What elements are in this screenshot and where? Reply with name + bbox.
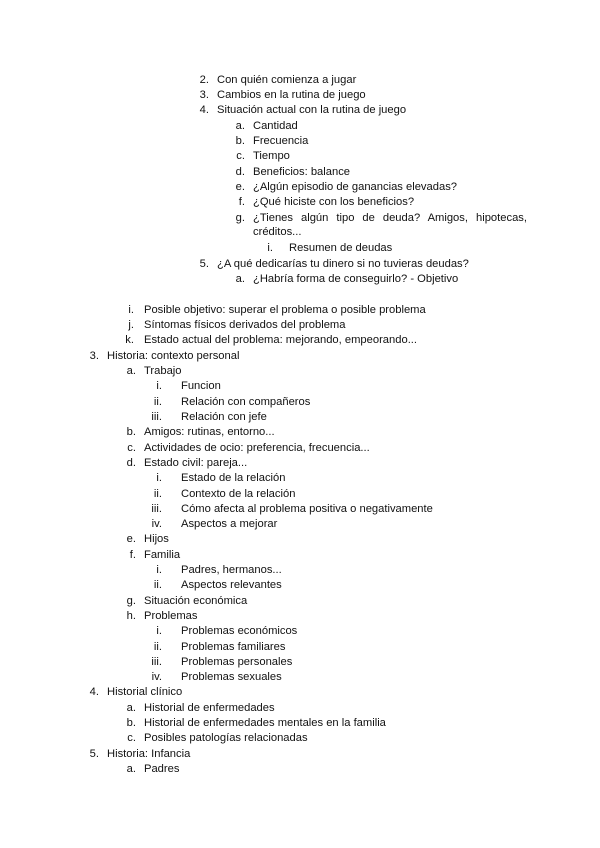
list-marker: b. (126, 717, 136, 729)
list-text: Síntomas físicos derivados del problema (144, 319, 346, 331)
list-text: Problemas familiares (181, 641, 286, 653)
list-text: Problemas sexuales (181, 671, 282, 683)
list-text: Padres, hermanos... (181, 564, 282, 576)
list-marker: i. (267, 242, 273, 254)
list-marker: i. (156, 625, 162, 637)
list-text: Amigos: rutinas, entorno... (144, 426, 275, 438)
list-marker: a. (126, 763, 136, 775)
list-marker: a. (126, 702, 136, 714)
list-marker: i. (156, 564, 162, 576)
list-marker: iii. (151, 503, 162, 515)
list-marker: a. (235, 120, 245, 132)
list-marker: d. (126, 457, 136, 469)
list-marker: iv. (151, 671, 162, 683)
list-marker: a. (126, 365, 136, 377)
list-text: Aspectos a mejorar (181, 518, 278, 530)
list-text: Posible objetivo: superar el problema o posible problema (144, 304, 426, 316)
list-text: Hijos (144, 533, 169, 545)
list-text: Trabajo (144, 365, 182, 377)
list-text: Estado civil: pareja... (144, 457, 248, 469)
list-marker: i. (156, 472, 162, 484)
list-marker: e. (126, 533, 136, 545)
list-marker: c. (127, 732, 136, 744)
list-text: Historial clínico (107, 686, 183, 698)
list-marker: k. (125, 334, 134, 346)
list-marker: ii. (153, 396, 162, 408)
list-text: Historia: Infancia (107, 748, 191, 760)
list-text: ¿Algún episodio de ganancias elevadas? (253, 181, 458, 193)
list-marker: ii. (153, 488, 162, 500)
list-text: Aspectos relevantes (181, 579, 282, 591)
list-text: Historial de enfermedades (144, 702, 275, 714)
list-text: Actividades de ocio: preferencia, frecuencia... (144, 442, 370, 454)
list-marker: ii. (153, 641, 162, 653)
list-text: Padres (144, 763, 180, 775)
list-marker: e. (235, 181, 245, 193)
list-marker: h. (126, 610, 136, 622)
list-text: Con quién comienza a jugar (217, 74, 357, 86)
list-text: Cambios en la rutina de juego (217, 89, 366, 101)
list-text: ¿A qué dedicarías tu dinero si no tuvieras deudas? (217, 258, 469, 270)
list-marker: b. (126, 426, 136, 438)
list-marker: g. (235, 212, 245, 224)
list-marker: i. (128, 304, 134, 316)
list-text: Relación con compañeros (181, 396, 311, 408)
list-text: Historia: contexto personal (107, 350, 240, 362)
list-text: Tiempo (253, 150, 290, 162)
list-text: Beneficios: balance (253, 166, 351, 178)
list-marker: g. (126, 595, 136, 607)
list-marker: d. (235, 166, 245, 178)
list-text: Historial de enfermedades mentales en la familia (144, 717, 386, 729)
list-marker: 4. (89, 686, 99, 698)
list-marker: ii. (153, 579, 162, 591)
list-text: Cantidad (253, 120, 298, 132)
list-marker: i. (156, 380, 162, 392)
list-text: Problemas económicos (181, 625, 298, 637)
list-marker: 5. (199, 258, 209, 270)
list-marker: f. (238, 196, 245, 208)
list-marker: c. (127, 442, 136, 454)
list-marker: 5. (89, 748, 99, 760)
list-text: Posibles patologías relacionadas (144, 732, 308, 744)
list-marker: 4. (199, 104, 209, 116)
list-text: Cómo afecta al problema positiva o negativamente (181, 503, 433, 515)
list-text: ¿Habría forma de conseguirlo? - Objetivo (253, 273, 459, 285)
list-marker: 3. (199, 89, 209, 101)
list-text: Resumen de deudas (289, 242, 393, 254)
list-text: Situación económica (144, 595, 248, 607)
list-text: Problemas personales (181, 656, 293, 668)
list-marker: 2. (199, 74, 209, 86)
list-marker: b. (235, 135, 245, 147)
list-text: Familia (144, 549, 181, 561)
list-text: Situación actual con la rutina de juego (217, 104, 407, 116)
list-text: ¿Qué hiciste con los beneficios? (253, 196, 415, 208)
list-text: Frecuencia (253, 135, 309, 147)
list-text: Relación con jefe (181, 411, 267, 423)
list-marker: 3. (89, 350, 99, 362)
list-marker: iv. (151, 518, 162, 530)
list-marker: c. (236, 150, 245, 162)
list-marker: j. (128, 319, 134, 331)
list-marker: a. (235, 273, 245, 285)
list-text: Estado de la relación (181, 472, 286, 484)
list-text: Estado actual del problema: mejorando, empeorando... (144, 334, 418, 346)
list-text: Contexto de la relación (181, 488, 296, 500)
list-text: Funcion (181, 380, 221, 392)
list-marker: iii. (151, 656, 162, 668)
list-marker: iii. (151, 411, 162, 423)
list-text: Problemas (144, 610, 198, 622)
list-text: ¿Tienes algún tipo de deuda? Amigos, hipotecas, créditos... (253, 212, 527, 238)
outline-item (0, 211, 600, 241)
list-marker: f. (129, 549, 136, 561)
